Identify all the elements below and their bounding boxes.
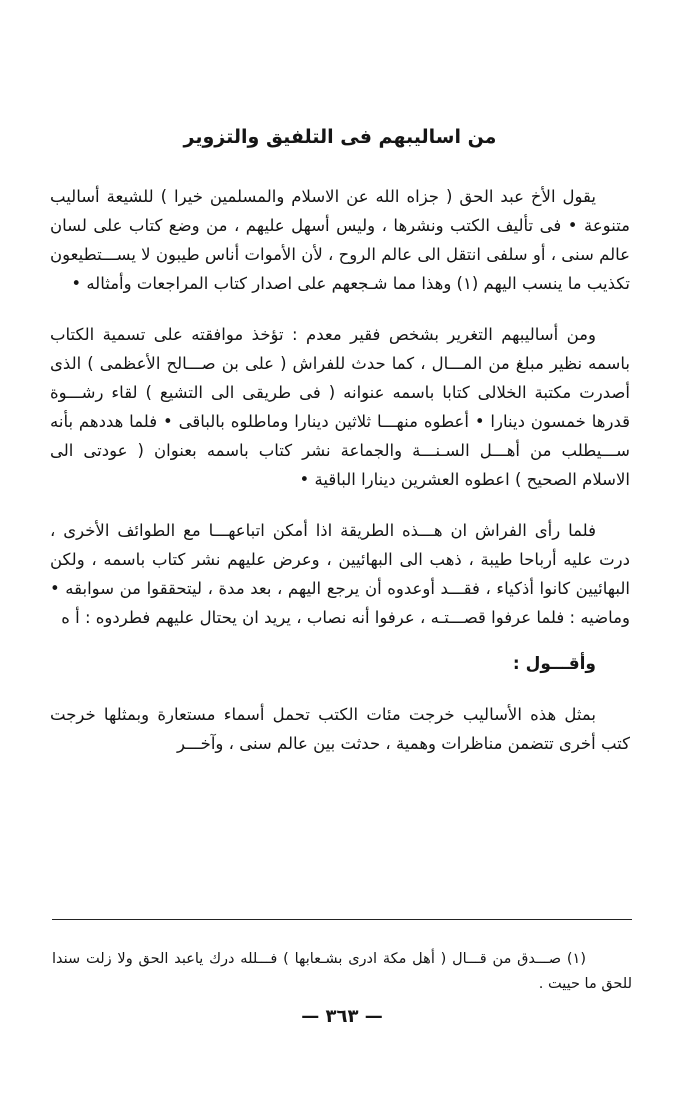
- footnote-separator: [52, 919, 632, 920]
- paragraph-4: بمثل هذه الأساليب خرجت مئات الكتب تحمل أسماء مستعارة وبمثلها خرجت كتب أخرى تتضمن مناظرات وهمية ، حدثت بين عالم سنى ، وآخـــر: [50, 705, 630, 753]
- paragraph-2: ومن أساليبهم التغرير بشخص فقير معدم : تؤخذ موافقته على تسمية الكتاب باسمه نظير مبلغ من المـــال ، كما حدث للفراش ( على بن صـــالح الأعظمى ) الذى أصدرت مكتبة الخلالى كتابا باسمه عنوانه ( فى طريقى الى التشيع ) لقاء رشـــوة قدرها خمسون دينارا • أعطوه منهـــا ثلاثين دينارا وماطلوه بالباقى • فلما هددهم بأنه ســـيطلب من أهـــل السـنـــة والجماعة نشر كتاب باسمه بعنوان ( عودتى الى الاسلام الصحيح ) اعطوه العشرين دينارا الباقية •: [50, 325, 630, 489]
- paragraph-3: فلما رأى الفراش ان هـــذه الطريقة اذا أمكن اتباعهـــا مع الطوائف الأخرى ، درت عليه أرباحا طيبة ، ذهب الى البهائيين ، وعرض عليهم نشر كتاب باسمه ، ولكن البهائيين كانوا أذكياء ، فقـــد أوعدوه أن يرجع اليهم ، بعد مدة ، ليتحققوا من سوابقه • وماضيه : فلما عرفوا قصـــتـه ، عرفوا أنه نصاب ، يريد ان يحتال عليهم فطردوه : أ ه: [50, 521, 630, 627]
- page-number: — ٣٦٣ —: [301, 1006, 383, 1027]
- paragraph-1: يقول الأخ عبد الحق ( جزاه الله عن الاسلام والمسلمين خيرا ) للشيعة أساليب متنوعة • فى تأليف الكتب ونشرها ، وليس أسهل عليهم ، من وضع كتاب على لسان عالم سنى ، أو سلفى انتقل الى عالم الروح ، لأن الأموات أناس طيبون لا يســـتطيعون تكذيب ما ينسب اليهم (١) وهذا مما شـجعهم على اصدار كتاب المراجعات وأمثاله •: [50, 187, 630, 293]
- footnote-text: (١) صـــدق من قـــال ( أهل مكة ادرى بشـعابها ) فـــلله درك ياعبد الحق ولا زلت سندا للحق ما حييت .: [52, 950, 632, 992]
- page-title: من اساليبهم فى التلفيق والتزوير: [183, 126, 497, 148]
- interjection-text: وأقـــول :: [512, 654, 596, 674]
